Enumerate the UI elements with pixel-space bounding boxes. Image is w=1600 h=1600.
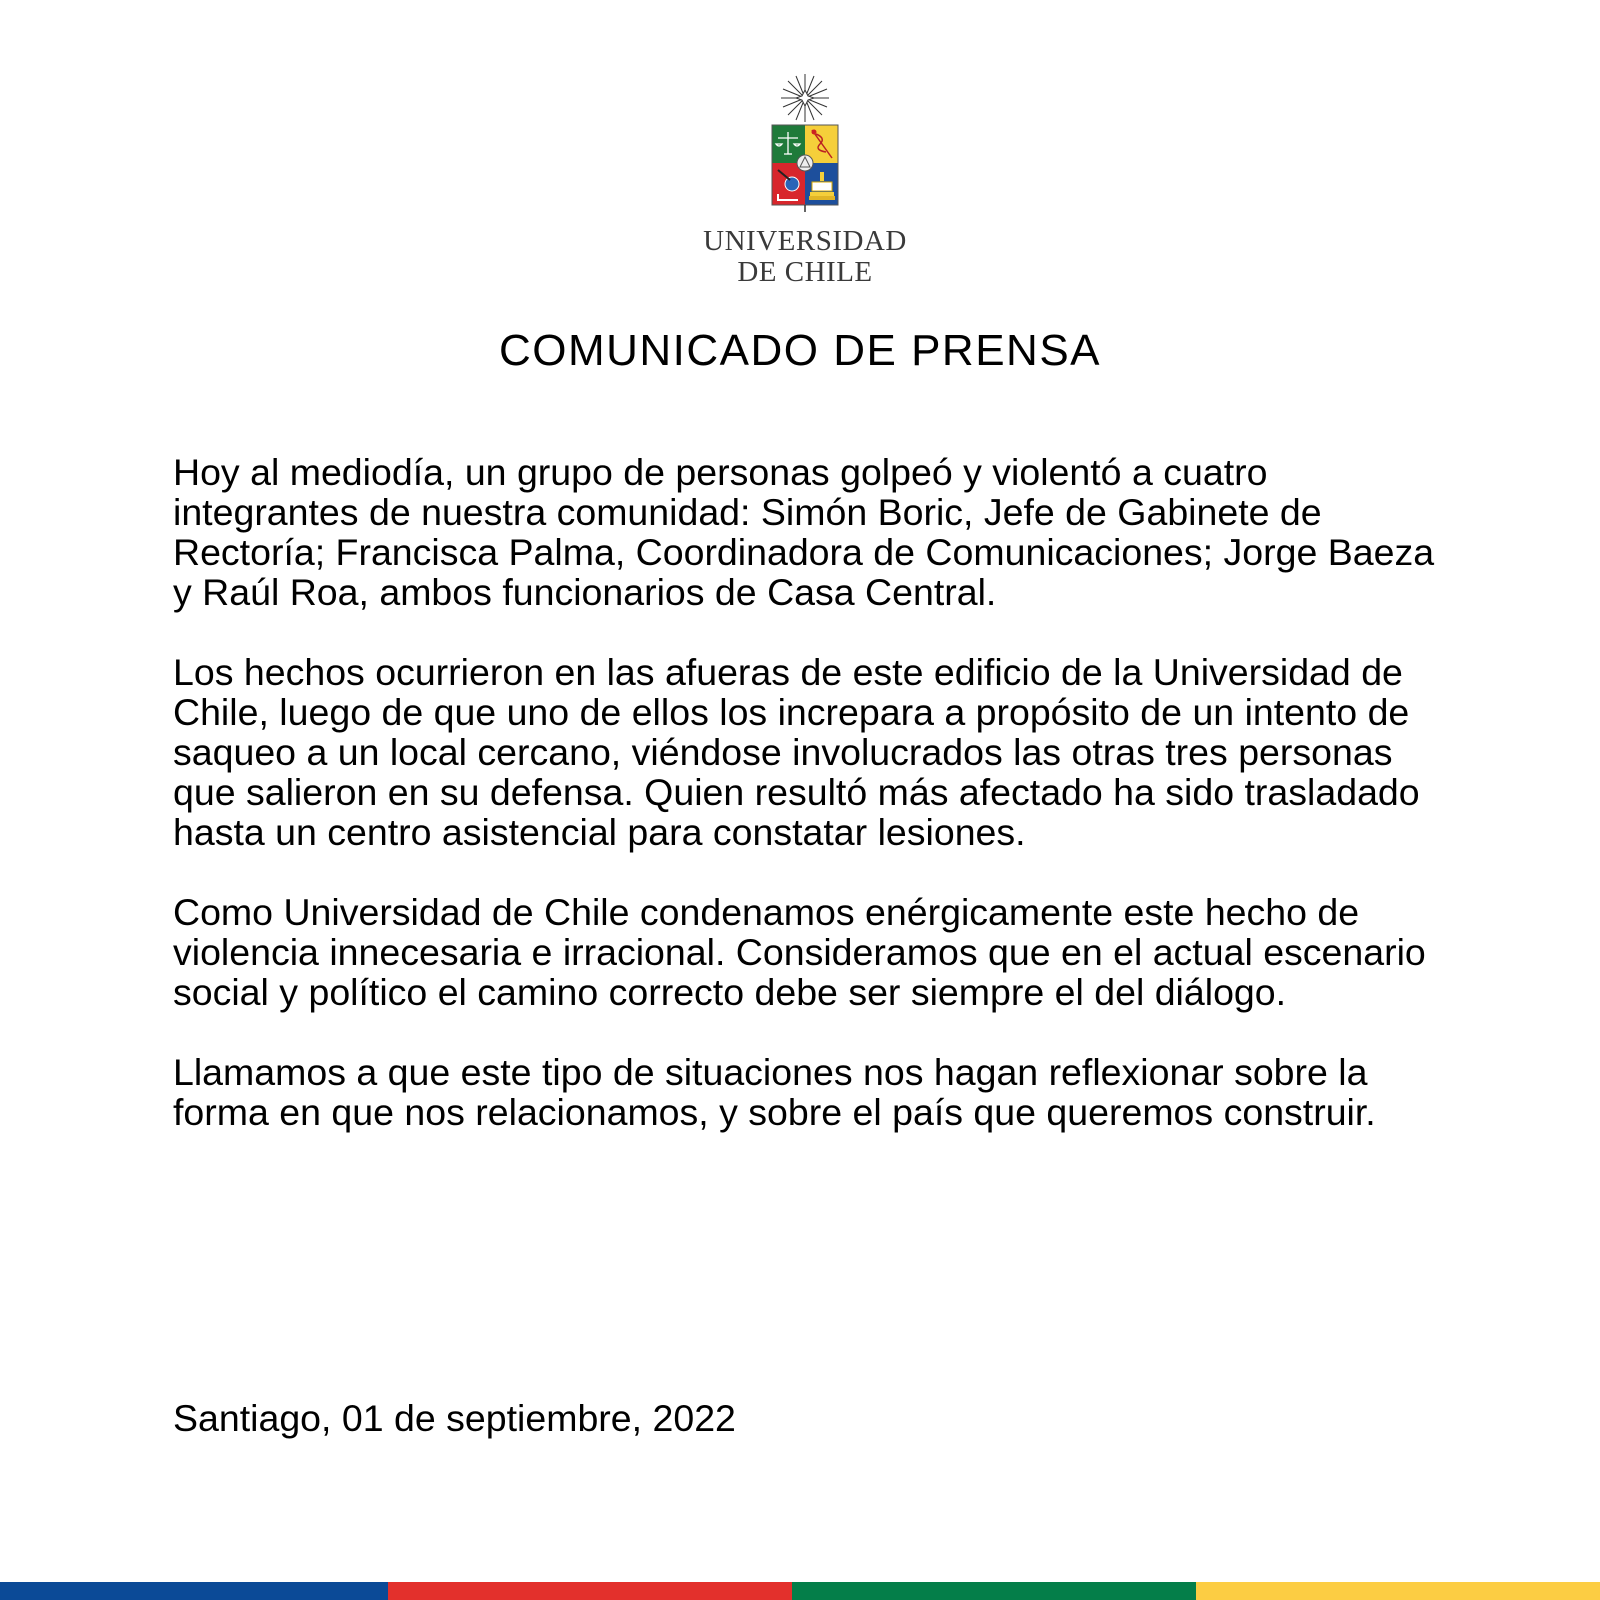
paragraph-1: Hoy al mediodía, un grupo de personas golpeó y violentó a cuatro integrantes de nuestra comunidad: Simón Boric, Jefe de Gabinete de Rectoría; Francisca Palma, Coordinadora de Comunicaciones; Jorge Baeza y Raúl Roa, ambos funcionarios de Casa Central. xyxy=(173,451,1435,613)
paragraph-4: Llamamos a que este tipo de situaciones nos hagan reflexionar sobre la forma en que nos relacionamos, y sobre el país que queremos construir. xyxy=(173,1051,1376,1133)
wordmark-line-1: UNIVERSIDAD xyxy=(703,225,907,257)
press-release-body xyxy=(173,452,1463,1172)
color-bar-blue xyxy=(0,1582,388,1600)
university-crest-icon xyxy=(768,72,842,222)
color-bar-red xyxy=(388,1582,792,1600)
footer-color-bar xyxy=(0,1582,1600,1600)
university-logo xyxy=(700,72,910,292)
place-date-signature: Santiago, 01 de septiembre, 2022 xyxy=(173,1397,736,1439)
wordmark-line-2: DE CHILE xyxy=(737,256,873,288)
color-bar-green xyxy=(792,1582,1196,1600)
university-wordmark xyxy=(700,226,910,288)
color-bar-yellow xyxy=(1196,1582,1600,1600)
paragraph-2: Los hechos ocurrieron en las afueras de este edificio de la Universidad de Chile, luego de que uno de ellos los increpara a propósito de un intento de saqueo a un local cercano, viéndose involucrados las otras tres personas que salieron en su defensa. Quien resultó más afectado ha sido trasladado hasta un centro asistencial para constatar lesiones. xyxy=(173,651,1420,853)
document-title: COMUNICADO DE PRENSA xyxy=(498,326,1102,375)
paragraph-3: Como Universidad de Chile condenamos enérgicamente este hecho de violencia innecesaria e irracional. Consideramos que en el actual escenario social y político el camino correcto debe ser siempre el del diálogo. xyxy=(173,891,1426,1013)
